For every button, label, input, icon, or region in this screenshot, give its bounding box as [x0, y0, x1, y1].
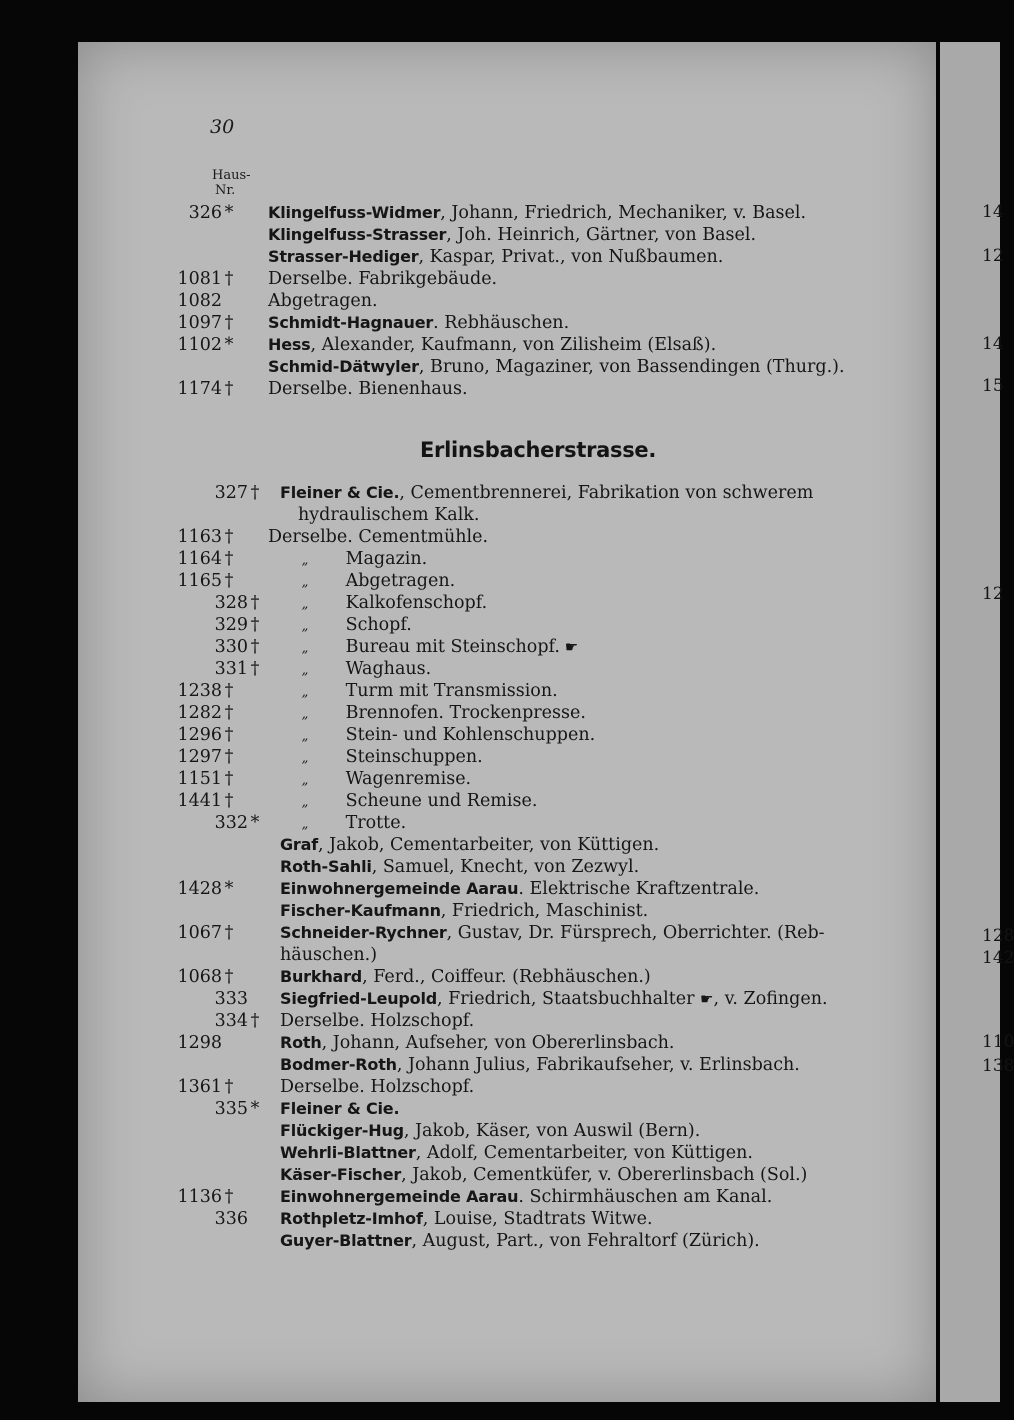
- haus-number-value: 1164: [177, 549, 222, 569]
- pointing-hand-icon: ☛: [559, 638, 579, 656]
- entry-details: Derselbe. Holzschopf.: [280, 1077, 475, 1097]
- haus-number-value: 327: [214, 483, 248, 503]
- haus-number: [142, 1010, 262, 1032]
- facing-page-number: 12: [982, 584, 1004, 604]
- person-name: Roth-Sahli: [280, 857, 372, 876]
- person-name: Fleiner & Cie.: [280, 483, 400, 502]
- entry-text: [270, 658, 431, 682]
- entry-text: [268, 268, 497, 290]
- entry-details: , Adolf, Cementarbeiter, von Küttigen.: [415, 1143, 753, 1163]
- entry-text: [270, 592, 487, 616]
- entry-details: , Friedrich, Staatsbuchhalter: [437, 989, 701, 1009]
- entry-text: [268, 526, 488, 548]
- entry-details: , Ferd., Coiffeur. (Rebhäuschen.): [362, 967, 651, 987]
- ditto-mark: „: [301, 641, 309, 656]
- haus-number: [116, 268, 236, 290]
- table-row: [0, 878, 1000, 900]
- entry-details: Turm mit Transmission.: [345, 681, 558, 701]
- table-row: [0, 526, 1000, 548]
- table-row: [0, 1120, 1000, 1142]
- entry-text: [268, 224, 756, 246]
- entry-text: [270, 746, 483, 770]
- person-name: Fischer-Kaufmann: [280, 901, 441, 920]
- pointing-hand-icon: ☛: [700, 990, 714, 1008]
- entry-marker: †: [224, 923, 234, 943]
- haus-number: [116, 356, 236, 378]
- haus-number: [116, 966, 236, 988]
- haus-number-value: 333: [214, 989, 248, 1009]
- haus-number: [116, 922, 236, 944]
- entry-details: , Jakob, Käser, von Auswil (Bern).: [403, 1121, 701, 1141]
- entry-marker: †: [224, 703, 234, 723]
- table-row: [0, 944, 1000, 966]
- person-name: Schmidt-Hagnauer: [268, 313, 434, 332]
- ditto-mark: „: [301, 729, 309, 744]
- entry-details: , Bruno, Magaziner, von Bassendingen (Thurg.).: [418, 357, 845, 377]
- haus-number-value: 336: [214, 1209, 248, 1229]
- entry-details: Stein- und Kohlenschuppen.: [345, 725, 596, 745]
- haus-number: [116, 1186, 236, 1208]
- ditto-mark: „: [301, 663, 309, 678]
- haus-number-value: 1296: [177, 725, 222, 745]
- ditto-mark: „: [301, 817, 309, 832]
- entry-details: , Cementbrennerei, Fabrikation von schwerem: [399, 483, 814, 503]
- entry-marker: †: [250, 637, 260, 657]
- table-row: [0, 702, 1000, 724]
- table-row: [0, 224, 1000, 246]
- entry-text: [268, 202, 806, 224]
- entry-text: [280, 1186, 772, 1208]
- haus-number-value: 1163: [177, 527, 222, 547]
- person-name: Roth: [280, 1033, 322, 1052]
- entry-text: [280, 834, 659, 856]
- entry-marker: †: [224, 527, 234, 547]
- facing-page-number: 128: [982, 926, 1014, 946]
- table-row: [0, 1010, 1000, 1032]
- person-name: Klingelfuss-Widmer: [268, 203, 441, 222]
- haus-number: [142, 482, 262, 504]
- entry-details: Derselbe. Cementmühle.: [268, 527, 489, 547]
- person-name: Wehrli-Blattner: [280, 1143, 416, 1162]
- entry-details: . Rebhäuschen.: [433, 313, 570, 333]
- haus-number: [116, 290, 236, 312]
- entry-marker: †: [250, 659, 260, 679]
- entry-details: , Johann, Friedrich, Mechaniker, v. Basel.: [440, 203, 807, 223]
- street-heading: Erlinsbacherstrasse.: [420, 438, 657, 462]
- entry-text: [280, 900, 648, 922]
- entry-text: [280, 944, 377, 966]
- haus-number: [116, 944, 236, 966]
- entry-details: , Gustav, Dr. Fürsprech, Oberrichter. (Reb-: [446, 923, 825, 943]
- table-row: [0, 504, 1000, 526]
- entry-details: , Friedrich, Maschinist.: [440, 901, 649, 921]
- haus-number: [116, 680, 236, 702]
- table-row: [0, 1186, 1000, 1208]
- entry-text: [280, 1076, 474, 1098]
- haus-number: [116, 900, 236, 922]
- table-row: [0, 658, 1000, 680]
- ditto-mark: „: [301, 795, 309, 810]
- entry-details: Waghaus.: [345, 659, 432, 679]
- table-row: [0, 570, 1000, 592]
- table-row: [0, 1142, 1000, 1164]
- haus-number: [142, 1208, 262, 1230]
- person-name: Käser-Fischer: [280, 1165, 402, 1184]
- entry-marker: *: [250, 813, 260, 833]
- table-row: [0, 724, 1000, 746]
- haus-number: [116, 1032, 236, 1054]
- person-name: Rothpletz-Imhof: [280, 1209, 423, 1228]
- facing-page-number: 15: [982, 376, 1004, 396]
- entry-text: [270, 768, 471, 792]
- haus-number: [116, 334, 236, 356]
- table-row: [0, 746, 1000, 768]
- table-row: [0, 246, 1000, 268]
- table-row: [0, 636, 1000, 658]
- entry-details: , Jakob, Cementküfer, v. Obererlinsbach (Sol.): [401, 1165, 808, 1185]
- entry-text: [280, 1010, 474, 1032]
- person-name: Schneider-Rychner: [280, 923, 447, 942]
- entry-marker: †: [224, 1187, 234, 1207]
- haus-number-value: 1428: [177, 879, 222, 899]
- haus-number: [116, 702, 236, 724]
- entry-details: , Joh. Heinrich, Gärtner, von Basel.: [446, 225, 757, 245]
- entry-text: [280, 1142, 753, 1164]
- table-row: [0, 1208, 1000, 1230]
- entry-marker: †: [224, 549, 234, 569]
- entry-details: , Samuel, Knecht, von Zezwyl.: [371, 857, 640, 877]
- entry-details: Scheune und Remise.: [345, 791, 538, 811]
- entry-marker: †: [250, 593, 260, 613]
- haus-number-value: 328: [214, 593, 248, 613]
- haus-number: [116, 504, 236, 526]
- entry-text: [280, 878, 759, 900]
- ditto-mark: „: [301, 553, 309, 568]
- haus-number: [116, 1142, 236, 1164]
- entry-text: [280, 988, 828, 1010]
- table-row: [0, 922, 1000, 944]
- haus-number-value: 1361: [177, 1077, 222, 1097]
- entry-text: [280, 482, 813, 504]
- entry-marker: †: [224, 747, 234, 767]
- ditto-mark: „: [301, 575, 309, 590]
- entry-text: [280, 1120, 700, 1142]
- haus-number-value: 331: [214, 659, 248, 679]
- entry-text: [280, 1208, 653, 1230]
- entry-text: [270, 614, 412, 638]
- table-row: [0, 592, 1000, 614]
- table-row: [0, 988, 1000, 1010]
- entry-text: [270, 702, 586, 726]
- person-name: Einwohnergemeinde Aarau: [280, 879, 519, 898]
- person-name: Graf: [280, 835, 318, 854]
- haus-number-value: 1297: [177, 747, 222, 767]
- entry-text: [280, 1098, 399, 1120]
- entry-marker: †: [224, 571, 234, 591]
- facing-page-number: 14: [982, 334, 1004, 354]
- haus-number-value: 1097: [177, 313, 222, 333]
- haus-number: [116, 1230, 236, 1252]
- person-name: Strasser-Hediger: [268, 247, 419, 266]
- entry-details: Trotte.: [345, 813, 407, 833]
- entry-details: häuschen.): [280, 945, 378, 965]
- person-name: Bodmer-Roth: [280, 1055, 397, 1074]
- entry-marker: †: [224, 379, 234, 399]
- haus-number: [116, 746, 236, 768]
- haus-number-value: 1174: [177, 379, 222, 399]
- entry-details: Derselbe. Holzschopf.: [280, 1011, 475, 1031]
- entry-details: , August, Part., von Fehraltorf (Zürich).: [411, 1231, 760, 1251]
- haus-number-value: 1151: [177, 769, 222, 789]
- entry-details-cont: , v. Zofingen.: [713, 989, 828, 1009]
- haus-number: [116, 224, 236, 246]
- entry-details: , Jakob, Cementarbeiter, von Küttigen.: [317, 835, 660, 855]
- table-row: [0, 378, 1000, 400]
- entry-text: [270, 680, 558, 704]
- entry-marker: †: [224, 769, 234, 789]
- table-row: [0, 356, 1000, 378]
- haus-number-value: 1238: [177, 681, 222, 701]
- entry-details: , Johann, Aufseher, von Obererlinsbach.: [321, 1033, 675, 1053]
- entry-text: [280, 1164, 807, 1186]
- person-name: Burkhard: [280, 967, 363, 986]
- haus-number-value: 329: [214, 615, 248, 635]
- entry-marker: †: [250, 1011, 260, 1031]
- haus-number: [142, 614, 262, 636]
- entry-marker: †: [224, 681, 234, 701]
- haus-number: [116, 378, 236, 400]
- haus-number-value: 1298: [177, 1033, 222, 1053]
- haus-number-value: 1136: [177, 1187, 222, 1207]
- entry-text: [270, 724, 595, 748]
- facing-page-number: 14: [982, 202, 1004, 222]
- entry-text: [280, 922, 825, 944]
- haus-number: [116, 1120, 236, 1142]
- haus-number: [142, 812, 262, 834]
- person-name: Schmid-Dätwyler: [268, 357, 419, 376]
- table-row: [0, 834, 1000, 856]
- entry-text: [268, 290, 378, 312]
- ditto-mark: „: [301, 619, 309, 634]
- entry-marker: †: [224, 313, 234, 333]
- entry-details: hydraulischem Kalk.: [298, 505, 480, 525]
- entry-text: [280, 856, 639, 878]
- haus-number: [116, 878, 236, 900]
- table-row: [0, 268, 1000, 290]
- entry-details: Bureau mit Steinschopf.: [345, 637, 560, 657]
- haus-number: [116, 1054, 236, 1076]
- entry-text: [298, 504, 479, 526]
- entry-text: [280, 1032, 675, 1054]
- table-row: [0, 1076, 1000, 1098]
- entry-details: Kalkofenschopf.: [345, 593, 488, 613]
- column-header: [212, 168, 251, 198]
- table-row: [0, 1054, 1000, 1076]
- table-row: [0, 812, 1000, 834]
- person-name: Flückiger-Hug: [280, 1121, 404, 1140]
- entry-text: [270, 790, 537, 814]
- haus-number: [142, 1098, 262, 1120]
- entry-marker: *: [224, 203, 234, 223]
- nr-label: Nr.: [215, 183, 236, 198]
- entry-details: Brennofen. Trockenpresse.: [345, 703, 586, 723]
- haus-number: [116, 856, 236, 878]
- entry-marker: †: [250, 615, 260, 635]
- table-row: [0, 312, 1000, 334]
- haus-number: [116, 724, 236, 746]
- entry-text: [268, 312, 569, 334]
- haus-number: [116, 526, 236, 548]
- entry-details: , Louise, Stadtrats Witwe.: [422, 1209, 653, 1229]
- table-row: [0, 482, 1000, 504]
- entry-text: [270, 570, 455, 594]
- entry-text: [280, 966, 651, 988]
- haus-number: [116, 246, 236, 268]
- haus-number: [142, 658, 262, 680]
- person-name: Klingelfuss-Strasser: [268, 225, 447, 244]
- haus-number: [142, 636, 262, 658]
- haus-number: [116, 312, 236, 334]
- entry-details: , Kaspar, Privat., von Nußbaumen.: [418, 247, 724, 267]
- entry-details: , Johann Julius, Fabrikaufseher, v. Erlinsbach.: [396, 1055, 800, 1075]
- page-number: 30: [210, 116, 235, 138]
- entry-details: Derselbe. Fabrikgebäude.: [268, 269, 498, 289]
- haus-number: [116, 548, 236, 570]
- entry-marker: *: [224, 879, 234, 899]
- table-row: [0, 202, 1000, 224]
- haus-number-value: 1441: [177, 791, 222, 811]
- entry-text: [280, 1054, 800, 1076]
- table-row: [0, 1098, 1000, 1120]
- entry-details: Steinschuppen.: [345, 747, 483, 767]
- entry-text: [268, 246, 723, 268]
- entry-marker: †: [224, 725, 234, 745]
- entry-details: . Schirmhäuschen am Kanal.: [518, 1187, 773, 1207]
- entry-marker: †: [224, 967, 234, 987]
- haus-number: [116, 202, 236, 224]
- table-row: [0, 768, 1000, 790]
- table-row: [0, 966, 1000, 988]
- entry-text: [270, 812, 406, 836]
- person-name: Fleiner & Cie.: [280, 1099, 400, 1118]
- person-name: Einwohnergemeinde Aarau: [280, 1187, 519, 1206]
- haus-number-value: 335: [214, 1099, 248, 1119]
- entry-details: Abgetragen.: [268, 291, 378, 311]
- ditto-mark: „: [301, 597, 309, 612]
- haus-number-value: 1102: [177, 335, 222, 355]
- haus-number: [142, 988, 262, 1010]
- table-row: [0, 680, 1000, 702]
- person-name: Siegfried-Leupold: [280, 989, 438, 1008]
- table-row: [0, 900, 1000, 922]
- entry-details: Derselbe. Bienenhaus.: [268, 379, 468, 399]
- table-row: [0, 856, 1000, 878]
- entry-details: Wagenremise.: [345, 769, 472, 789]
- entry-details: Abgetragen.: [345, 571, 456, 591]
- haus-number-value: 326: [188, 203, 222, 223]
- ditto-mark: „: [301, 773, 309, 788]
- facing-page-number: 142: [982, 948, 1014, 968]
- person-name: Guyer-Blattner: [280, 1231, 412, 1250]
- haus-number-value: 1082: [177, 291, 222, 311]
- person-name: Hess: [268, 335, 311, 354]
- entry-details: . Elektrische Kraftzentrale.: [518, 879, 760, 899]
- haus-number-value: 332: [214, 813, 248, 833]
- facing-page-number: 12: [982, 246, 1004, 266]
- entry-text: [280, 1230, 760, 1252]
- haus-number: [116, 570, 236, 592]
- entry-details: Magazin.: [345, 549, 428, 569]
- haus-number: [116, 1164, 236, 1186]
- entry-details: , Alexander, Kaufmann, von Zilisheim (Elsaß).: [310, 335, 717, 355]
- table-row: [0, 548, 1000, 570]
- haus-number: [116, 790, 236, 812]
- entry-marker: †: [224, 791, 234, 811]
- haus-number-value: 1165: [177, 571, 222, 591]
- entry-marker: *: [224, 335, 234, 355]
- table-row: [0, 1164, 1000, 1186]
- entry-marker: †: [224, 269, 234, 289]
- facing-page-number: 138: [982, 1056, 1014, 1076]
- ditto-mark: „: [301, 751, 309, 766]
- entry-marker: †: [224, 1077, 234, 1097]
- entry-marker: *: [250, 1099, 260, 1119]
- entry-details: Schopf.: [345, 615, 412, 635]
- entry-marker: †: [250, 483, 260, 503]
- entry-text: [270, 636, 578, 660]
- table-row: [0, 790, 1000, 812]
- entry-text: [268, 356, 845, 378]
- haus-number: [116, 1076, 236, 1098]
- entry-text: [270, 548, 427, 572]
- facing-page-number: 110: [982, 1032, 1014, 1052]
- haus-number-value: 334: [214, 1011, 248, 1031]
- ditto-mark: „: [301, 707, 309, 722]
- haus-number-value: 1081: [177, 269, 222, 289]
- table-row: [0, 290, 1000, 312]
- entry-text: [268, 334, 716, 356]
- ditto-mark: „: [301, 685, 309, 700]
- table-row: [0, 334, 1000, 356]
- haus-number: [116, 768, 236, 790]
- haus-number-value: 1068: [177, 967, 222, 987]
- haus-number: [142, 592, 262, 614]
- haus-number-value: 1282: [177, 703, 222, 723]
- table-row: [0, 614, 1000, 636]
- haus-number-value: 330: [214, 637, 248, 657]
- haus-label: Haus-: [212, 168, 251, 183]
- entry-text: [268, 378, 468, 400]
- haus-number-value: 1067: [177, 923, 222, 943]
- table-row: [0, 1230, 1000, 1252]
- haus-number: [116, 834, 236, 856]
- table-row: [0, 1032, 1000, 1054]
